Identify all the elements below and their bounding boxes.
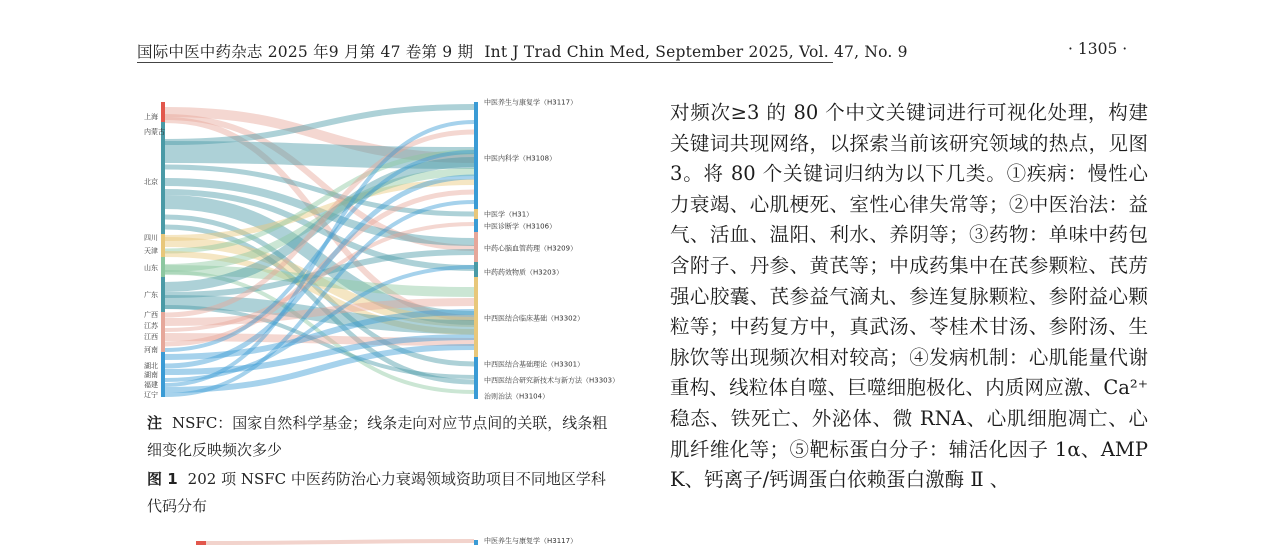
- journal-title-cn: 国际中医中药杂志 2025 年9 月第 47 卷第 9 期: [137, 43, 474, 61]
- note-label: 注: [147, 414, 163, 432]
- figure-note: [147, 410, 617, 464]
- right-node-label: 中医养生与康复学（H3117）: [484, 98, 578, 107]
- left-node-bar: [161, 234, 165, 257]
- right-node-label: 治则治法（H3104）: [484, 392, 550, 401]
- left-node-bar: [161, 277, 165, 312]
- left-node-bar: [196, 541, 206, 545]
- journal-title-en: Int J Trad Chin Med, September 2025, Vol. 47, No. 9: [484, 43, 908, 61]
- right-node-bar: [474, 219, 478, 232]
- left-node-label: 江苏: [144, 322, 158, 330]
- page-number: · 1305 ·: [1068, 40, 1128, 58]
- left-node-label: 河南: [144, 346, 158, 354]
- figure-caption-text: 202 项 NSFC 中医药防治心力衰竭领域资助项目不同地区学科代码分布: [147, 470, 606, 515]
- sankey-figure: [130, 92, 620, 404]
- right-node-bar: [474, 540, 478, 545]
- right-node-bar: [474, 209, 478, 219]
- right-node-label: 中西医结合研究新技术与新方法（H3303）: [484, 376, 620, 385]
- running-header: [137, 40, 908, 62]
- right-node-label: 中西医结合基础理论（H3301）: [484, 360, 585, 369]
- right-node-bar: [474, 232, 478, 262]
- left-node-bar: [161, 312, 165, 352]
- body-paragraph: 对频次≥3 的 80 个中文关键词进行可视化处理，构建关键词共现网络，以探索当前该研究领域的热点，见图3。将 80 个关键词归纳为以下几类。①疾病：慢性心力衰竭、心肌梗死、室性心律失常等；②中医治法：益气、活血、温阳、利水、养阴等；③药物：单味中药包含附子、丹参、黄芪等；中成药集中在芪参颗粒、芪苈强心胶囊、芪参益气滴丸、参连复脉颗粒、参附益心颗粒等；中药复方中，真武汤、苓桂术甘汤、参附汤、生脉饮等出现频次相对较高；④发病机制：心肌能量代谢重构、线粒体自噬、巨噬细胞极化、内质网应激、Ca²⁺稳态、铁死亡、外泌体、微 RNA、心肌细胞凋亡、心肌纤维化等；⑤靶标蛋白分子：辅活化因子 1α、AMPK、钙离子/钙调蛋白依赖蛋白激酶 Ⅱ 、: [670, 101, 1148, 492]
- note-text: NSFC：国家自然科学基金；线条走向对应节点间的关联，线条粗细变化反映频次多少: [147, 414, 608, 459]
- left-node-label: 辽宁: [144, 391, 158, 399]
- sankey-flow: [206, 541, 474, 543]
- right-node-label: 中药药效物质（H3203）: [484, 268, 564, 277]
- right-node-label: 中医学（H31）: [484, 210, 534, 219]
- left-node-label: 广西: [144, 311, 158, 319]
- left-node-bar: [161, 352, 165, 397]
- right-node-label: 中医诊断学（H3106）: [484, 222, 557, 231]
- next-figure-partial: [130, 532, 600, 545]
- right-node-bar: [474, 387, 478, 399]
- right-node-bar: [474, 277, 478, 357]
- left-node-bar: [161, 122, 165, 234]
- left-node-label: 湖北: [144, 362, 158, 370]
- header-rule: [137, 62, 833, 63]
- right-node-label: 中药心脑血管药理（H3209）: [484, 244, 578, 253]
- right-node-bar: [474, 262, 478, 277]
- right-node-label: 中医养生与康复学（H3117）: [484, 537, 578, 545]
- left-node-label: 山东: [144, 264, 158, 272]
- left-node-label: 广东: [144, 291, 158, 299]
- left-node-label: 内蒙古: [144, 128, 165, 136]
- left-node-label: 湖南: [144, 371, 158, 379]
- right-node-bar: [474, 112, 478, 209]
- right-node-label: 中西医结合临床基础（H3302）: [484, 314, 585, 323]
- right-node-bar: [474, 102, 478, 112]
- figure-caption: [147, 466, 617, 520]
- right-node-bar: [474, 357, 478, 372]
- left-node-bar: [161, 257, 165, 277]
- right-node-label: 中医内科学（H3108）: [484, 154, 557, 163]
- left-node-label: 四川: [144, 234, 158, 242]
- left-node-label: 上海: [144, 113, 158, 121]
- left-node-label: 北京: [144, 178, 158, 186]
- left-node-label: 江西: [144, 333, 158, 341]
- left-node-label: 福建: [144, 381, 158, 389]
- right-node-bar: [474, 372, 478, 387]
- left-node-label: 天津: [144, 247, 158, 255]
- left-node-bar: [161, 102, 165, 122]
- figure-label: 图 1: [147, 470, 178, 488]
